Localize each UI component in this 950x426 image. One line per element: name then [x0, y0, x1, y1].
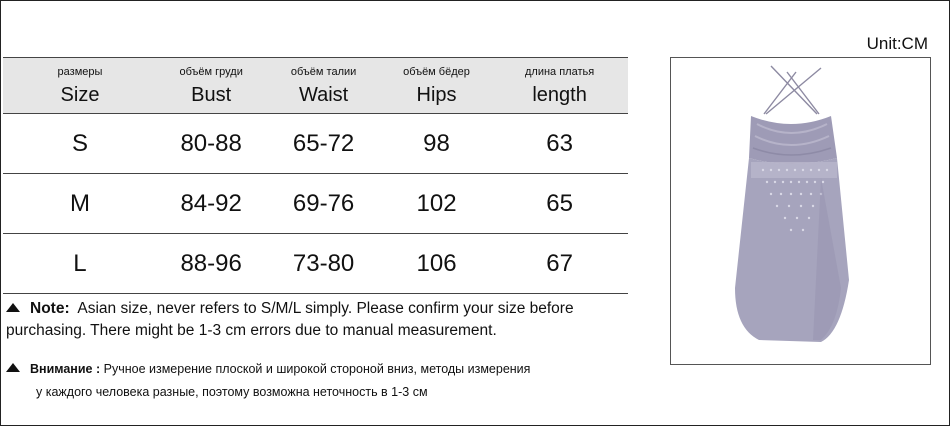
- header-ru-label: объём бёдер: [403, 65, 470, 78]
- table-cell: M: [3, 174, 157, 234]
- table-cell: 80-88: [157, 114, 265, 174]
- table-row: [3, 234, 628, 294]
- header-en-label: Hips: [416, 83, 457, 106]
- header-ru-label: объём груди: [179, 65, 243, 78]
- table-row: [3, 174, 628, 234]
- note-label: Внимание :: [30, 362, 101, 376]
- table-cell: 84-92: [157, 174, 265, 234]
- note-label: Note:: [30, 300, 70, 317]
- table-row: [3, 114, 628, 174]
- table-cell: L: [3, 234, 157, 294]
- note-line-2: purchasing. There might be 1-3 cm errors due to manual measurement.: [6, 322, 497, 339]
- table-cell: 65: [491, 174, 628, 234]
- header-hips: [382, 58, 491, 114]
- note-russian: [6, 358, 646, 404]
- header-en-label: Waist: [298, 83, 349, 106]
- table-cell: 69-76: [265, 174, 381, 234]
- table-cell: 67: [491, 234, 628, 294]
- note-line-1: Asian size, never refers to S/M/L simply. Please confirm your size before: [77, 300, 574, 317]
- header-bust: [157, 58, 265, 114]
- table-cell: 88-96: [157, 234, 265, 294]
- note-english: [6, 298, 646, 342]
- header-en-label: Bust: [191, 83, 232, 106]
- table-cell: 98: [382, 114, 491, 174]
- header-en-label: Size: [60, 83, 100, 106]
- table-cell: 106: [382, 234, 491, 294]
- table-cell: 102: [382, 174, 491, 234]
- product-photo: [670, 57, 931, 365]
- note-line-1: Ручное измерение плоской и широкой стороной вниз, методы измерения: [103, 362, 531, 376]
- header-size: [3, 58, 157, 114]
- note-line-2: у каждого человека разные, поэтому возможна неточность в 1-3 см: [36, 385, 428, 399]
- header-ru-label: размеры: [57, 65, 103, 78]
- header-length: [491, 58, 628, 114]
- dress-illustration: [671, 58, 930, 364]
- size-chart-table: [3, 57, 628, 294]
- unit-label: Unit:CM: [866, 34, 928, 53]
- header-waist: [265, 58, 381, 114]
- table-header-row: [3, 58, 628, 114]
- header-en-label: length: [532, 83, 587, 106]
- triangle-up-icon: [6, 363, 20, 372]
- table-cell: S: [3, 114, 157, 174]
- table-cell: 65-72: [265, 114, 381, 174]
- triangle-up-icon: [6, 303, 20, 312]
- table-cell: 63: [491, 114, 628, 174]
- table-cell: 73-80: [265, 234, 381, 294]
- header-ru-label: длина платья: [525, 65, 595, 78]
- header-ru-label: объём талии: [290, 65, 357, 78]
